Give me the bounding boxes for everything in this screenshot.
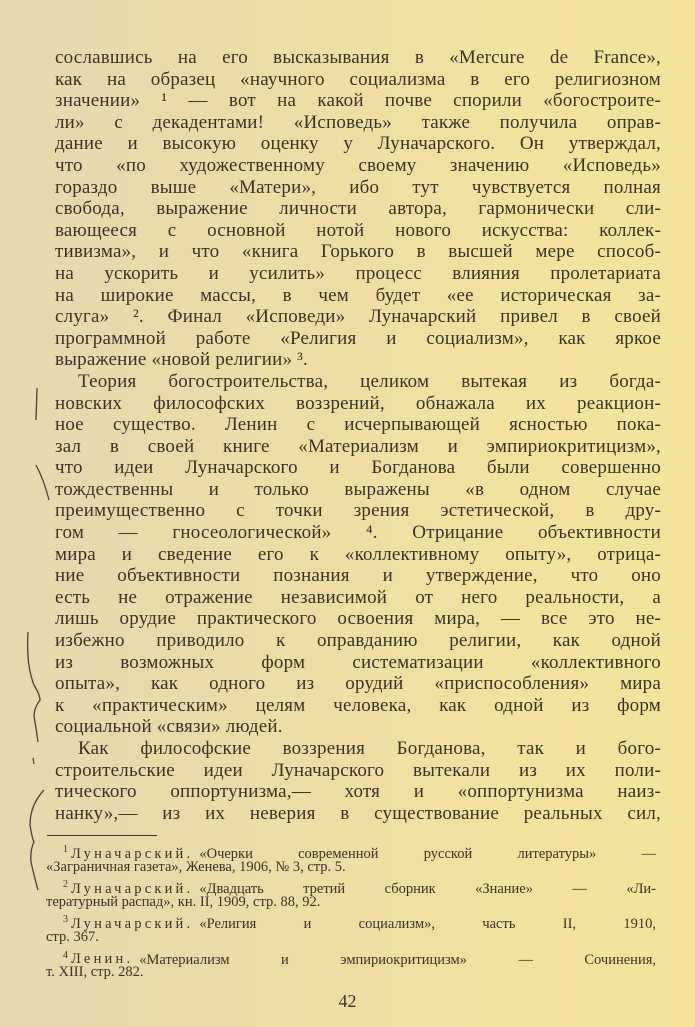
text-line: программной работе «Религия и социализм», как яркое [55,327,661,349]
text-line: к «практическим» целям человека, как одной из форм [55,694,661,716]
footnote-line [46,876,656,898]
text-line: Теория богостроительства, целиком вытекая из богда- [78,370,661,392]
text-line: нанку»,— из их неверия в существование реальных сил, [55,802,661,824]
footnote-number: 3 [63,914,68,926]
paragraph [55,738,661,824]
footnote-line: стр. 367. [46,928,99,945]
text-line: на широкие массы, в чем будет «ее историческая за- [55,284,661,306]
text-line: новских философских воззрений, обнажала их реакцион- [55,392,661,414]
text-line: ное существо. Ленин с исчерпывающей ясностью пока- [55,414,661,436]
text-line: социальной «связи» людей. [55,716,283,738]
footnote-number: 4 [63,949,68,961]
footnote-text: «Материализм и эмпириокритицизм» — Сочинения, [139,951,656,968]
footnote-line [46,947,656,968]
text-line: ли» с декадентами! «Исповедь» также получила оправ- [55,111,661,133]
footnote-line: т. XIII, стр. 282. [46,964,144,981]
footnote-author: Луначарский. [71,881,194,898]
text-line: выражение «новой религии» ³. [55,349,308,371]
footnote-text: «Очерки современной русской литературы» — [199,845,656,862]
text-line: опыта», как одного из орудий «приспособления» мира [55,673,661,695]
text-line: значении» ¹ — вот на какой почве спорили «богостроите- [55,90,661,112]
text-line: тождественны и только выражены «в одном случае [55,478,661,500]
text-line: избежно приводило к оправданию религии, как одной [55,630,661,652]
text-line: что «по художественному своему значению «Исповедь» [55,154,661,176]
footnote-text: «Двадцать третий сборник «Знание» — «Ли- [199,881,656,898]
footnote [46,947,656,982]
page-number: 42 [338,991,357,1011]
footnote-text: «Религия и социализм», часть II, 1910, [199,916,656,933]
text-line: мира и сведение его к «коллективному опыту», отрица- [55,543,661,565]
text-line: гораздо выше «Матери», ибо тут чувствуется полная [55,176,661,198]
footnote-divider [47,835,157,836]
footnote-line: тературный распад», кн. II, 1909, стр. 88, 92. [46,893,321,910]
text-line: преимущественно с точки зрения эстетической, в дру- [55,500,661,522]
text-line: Как философские воззрения Богданова, так и бого- [78,738,661,759]
footnote [46,876,656,911]
text-line: дание и высокую оценку у Луначарского. Он утверждал, [55,133,661,155]
footnotes [46,841,656,982]
text-line: свобода, выражение личности автора, гармонически сли- [55,198,661,220]
text-line: гом — гносеологической» ⁴. Отрицание объективности [55,522,661,544]
paragraph [55,47,661,371]
footnote-author: Луначарский. [71,845,194,862]
footnote [46,911,656,946]
text-line: тического оппортунизма,— хотя и «оппортунизма наиз- [55,781,661,803]
text-line: тивизма», и что «книга Горького в высшей мере способ- [55,241,661,263]
footnote-number: 1 [63,844,68,855]
text-line: вающееся с основной нотой нового искусства: коллек- [55,219,661,241]
text-line: на ускорить и усилить» процесс влияния пролетариата [55,262,661,284]
body-text [55,47,661,824]
text-line: сославшись на его высказывания в «Mercure de France», [55,47,661,68]
text-line: есть не отражение независимой от него реальности, а [55,586,661,608]
footnote-line: «Заграничная газета», Женева, 1906, № 3, стр. 5. [46,858,346,875]
footnote-author: Ленин. [71,951,134,968]
footnote-line [46,841,656,862]
text-line: как на образец «научного социализма в его религиозном [55,68,661,90]
text-line: строительские идеи Луначарского вытекали из их поли- [55,759,661,781]
footnote-line [46,911,656,933]
footnote [46,841,656,876]
text-line: из возможных форм систематизации «коллективного [55,651,661,673]
text-line: что идеи Луначарского и Богданова были совершенно [55,457,661,479]
text-line: зал в своей книге «Материализм и эмпириокритицизм», [55,435,661,457]
text-line: ние объективности познания и утверждение, что оно [55,565,661,587]
text-line: слуга» ². Финал «Исповеди» Луначарский привел в своей [55,306,661,328]
text-line: лишь орудие практического освоения мира, — все это не- [55,608,661,630]
footnote-number: 2 [63,879,68,891]
footnote-author: Луначарский. [71,916,194,933]
paragraph [55,371,661,738]
